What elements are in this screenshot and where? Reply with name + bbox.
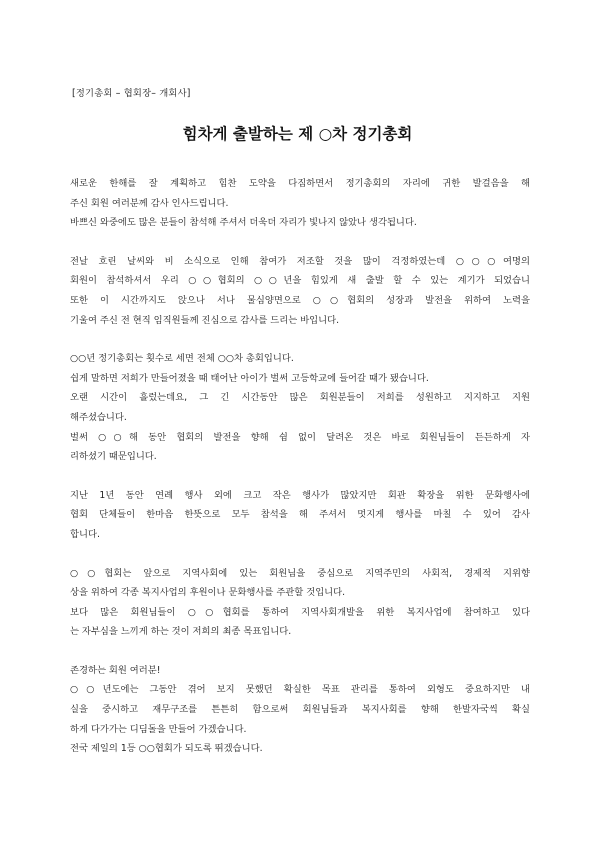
paragraph-line: 새로운 한해를 잘 계획하고 힘찬 도약을 다짐하면서 정기총회의 자리에 귀한 발걸음을 해 (70, 178, 530, 189)
paragraph (70, 174, 530, 233)
paragraph-line: 합니다. (70, 528, 100, 540)
document-category: [정기총회 – 협회장– 개회사] (72, 88, 191, 99)
document-body (70, 174, 530, 778)
paragraph-line: 바쁘신 와중에도 많은 분들이 참석해 주셔서 더욱더 자리가 빛나지 않았나 생각됩니다. (70, 217, 417, 229)
paragraph-line: 리하셨기 때문입니다. (70, 451, 157, 463)
paragraph-line: 또한 이 시간까지도 앉으나 서나 물심양면으로 ○○협회의 성장과 발전을 위하여 노력을 (70, 294, 530, 306)
paragraph-line: 기울여 주신 전 현직 임직원들께 진심으로 감사를 드리는 바입니다. (70, 314, 340, 326)
paragraph-line: ○○협회는 앞으로 지역사회에 있는 회원님을 중심으로 지역주민의 사회적, 경제적 지위향 (70, 567, 530, 579)
paragraph-line: 상을 위하여 각종 복지사업의 후원이나 문화행사를 주관할 것입니다. (70, 587, 346, 599)
paragraph-line: 지난 1년 동안 연례 행사 외에 크고 작은 행사가 많았지만 회관 확장을 위한 문화행사에 (70, 489, 530, 501)
paragraph-line: 해주셨습니다. (70, 411, 127, 423)
paragraph-line: 주신 회원 여러분께 감사 인사드립니다. (70, 197, 229, 209)
paragraph-line: 존경하는 회원 여러분! (70, 664, 161, 676)
paragraph-line: 오랜 시간이 흘렀는데요, 그 긴 시간동안 많은 회원분들이 저희를 성원하고 지지하고 지원 (70, 392, 530, 404)
paragraph-line: 벌써 ○○해 동안 협회의 발전을 향해 쉼 없이 달려온 것은 바로 회원님들이 든든하게 자 (70, 431, 530, 443)
paragraph-line: 협회 단체들이 한마음 한뜻으로 모두 참석을 해 주셔서 멋지게 행사를 마칠 수 있어 감사 (70, 509, 530, 521)
paragraph (70, 661, 530, 759)
paragraph (70, 564, 530, 642)
paragraph-line: 전국 제일의 1등 ○○협회가 되도록 뛰겠습니다. (70, 743, 263, 755)
document-title: 힘차게 출발하는 제 ○차 정기총회 (182, 125, 413, 143)
paragraph-line: ○○년도에는 그동안 겪어 보지 못했던 확실한 목표 관리를 통하여 외형도 중요하지만 내 (70, 684, 530, 696)
paragraph-line: 전날 흐린 날씨와 비 소식으로 인해 참여가 저조할 것을 많이 걱정하였는데 ○○○여명의 (70, 255, 530, 267)
paragraph-line: 회원이 참석하셔서 우리 ○○협회의 ○○년을 힘있게 새 출발 할 수 있는 계기가 되었습니 (70, 275, 530, 287)
paragraph (70, 486, 530, 545)
paragraph-line: 는 자부심을 느끼게 하는 것이 저희의 최종 목표입니다. (70, 626, 292, 638)
paragraph (70, 252, 530, 330)
paragraph-line: 하게 다가가는 디딤돌을 만들어 가겠습니다. (70, 723, 247, 735)
paragraph-line: 보다 많은 회원님들이 ○○협회를 통하여 지역사회개발을 위한 복지사업에 참여하고 있다 (70, 606, 530, 618)
paragraph-line: 실을 중시하고 재무구조를 튼튼히 함으로써 회원님들과 복지사회를 향해 한발자국씩 확실 (70, 704, 530, 716)
paragraph-line: 쉽게 말하면 저희가 만들어졌을 때 태어난 아이가 벌써 고등학교에 들어갈 때가 됐습니다. (70, 372, 429, 384)
paragraph (70, 349, 530, 467)
paragraph-line: ○○년 정기총회는 횟수로 세면 전체 ○○차 총회입니다. (70, 353, 294, 365)
